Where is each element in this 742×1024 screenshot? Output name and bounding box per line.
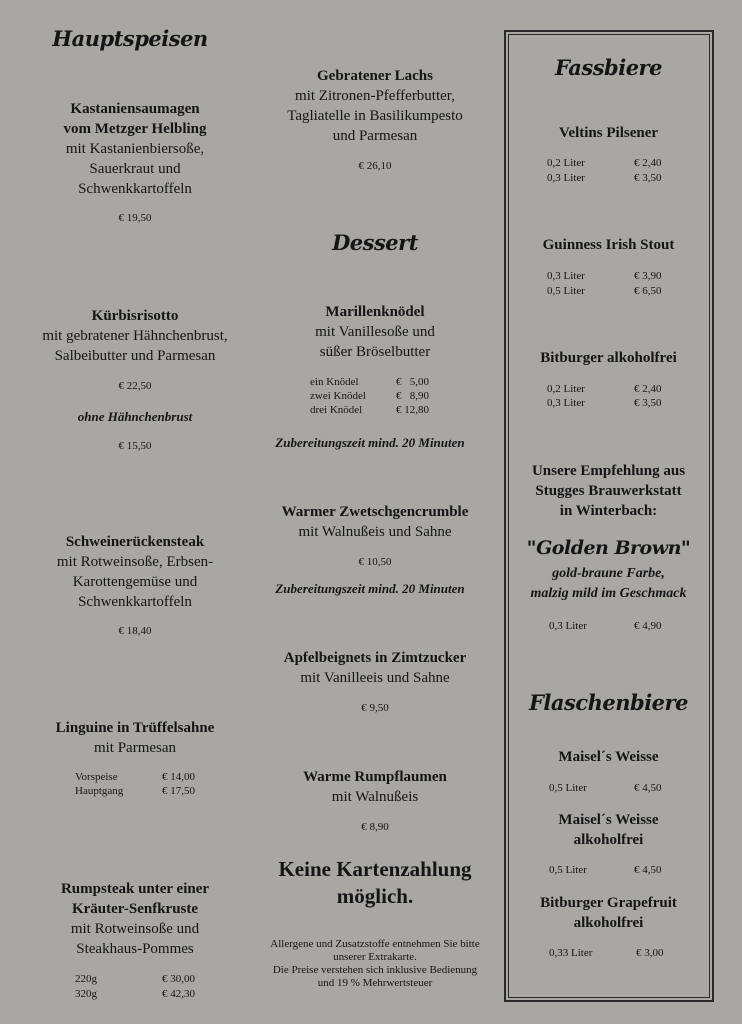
beer-name: Bitburger alkoholfrei [540, 350, 677, 366]
option-label: 320g [75, 988, 97, 1000]
option-label: 0,5 Liter [549, 782, 587, 794]
option-label: 0,3 Liter [547, 172, 585, 184]
option-label: 0,5 Liter [547, 285, 585, 297]
beer-name: Maisel´s Weisse [558, 749, 659, 765]
dish-description: mit Rotweinsoße und [70, 921, 200, 937]
dish-price: € 18,40 [118, 625, 152, 637]
dish-name: Kürbisrisotto [91, 308, 179, 324]
option-price: € 12,80 [396, 404, 429, 416]
heading-flaschenbiere: Flaschenbiere [529, 690, 688, 715]
dish-name: Gebratener Lachs [317, 68, 433, 84]
dish-description: Sauerkraut und [89, 161, 181, 177]
special-beer-description: malzig mild im Geschmack [530, 586, 687, 601]
option-label: 0,5 Liter [549, 864, 587, 876]
dish-name: vom Metzger Helbling [63, 121, 207, 137]
footer-note: Allergene und Zusatzstoffe entnehmen Sie bitte [270, 938, 480, 950]
dish-price: € 26,10 [358, 160, 392, 172]
dish-price: € 15,50 [118, 440, 152, 452]
option-price: € 3,00 [636, 947, 664, 959]
dish-description: Schwenkkartoffeln [78, 181, 192, 197]
dish-name: Apfelbeignets in Zimtzucker [283, 650, 467, 666]
dish-description: mit Vanillesoße und [315, 324, 435, 340]
option-price: € 3,50 [634, 397, 662, 409]
option-label: drei Knödel [310, 404, 363, 416]
option-label: ein Knödel [310, 376, 359, 388]
dish-price: € 22,50 [118, 380, 152, 392]
no-card-payment-notice: Keine Kartenzahlung [278, 857, 472, 881]
option-label: 0,3 Liter [547, 270, 585, 282]
heading-fassbiere: Fassbiere [555, 55, 662, 80]
dish-description: mit Vanilleeis und Sahne [300, 670, 450, 686]
special-beer-name: "Golden Brown" [526, 537, 691, 559]
dish-price: € 8,90 [361, 821, 389, 833]
option-price: € 42,30 [162, 988, 195, 1000]
dish-name: Rumpsteak unter einer [60, 881, 210, 897]
special-beer-description: gold-braune Farbe, [552, 566, 665, 581]
option-label: 0,2 Liter [547, 383, 585, 395]
dish-description: mit Walnußeis [331, 789, 419, 805]
heading-hauptspeisen: Hauptspeisen [52, 26, 208, 51]
dish-description: mit Parmesan [93, 740, 177, 756]
beer-name: alkoholfrei [573, 832, 644, 848]
dish-name: Schweinerückensteak [65, 534, 205, 550]
dish-description: mit Zitronen-Pfefferbutter, [295, 88, 455, 104]
option-price: € 3,50 [634, 172, 662, 184]
no-card-payment-notice: möglich. [336, 884, 414, 908]
option-price: € 30,00 [162, 973, 195, 985]
option-label: Vorspeise [75, 771, 118, 783]
beer-name: Veltins Pilsener [558, 125, 659, 141]
dish-description: Salbeibutter und Parmesan [54, 348, 216, 364]
beer-name: alkoholfrei [573, 915, 644, 931]
dish-description: mit gebratener Hähnchenbrust, [42, 328, 228, 344]
dish-name: Marillenknödel [325, 304, 425, 320]
beer-name: Bitburger Grapefruit [540, 895, 677, 911]
beer-name: Guinness Irish Stout [542, 237, 675, 253]
option-label: 220g [75, 973, 97, 985]
dish-name: Kastaniensaumagen [70, 101, 200, 117]
option-price: € 5,00 [396, 376, 429, 388]
recommendation-text: Unsere Empfehlung aus [531, 463, 686, 479]
footer-note: Die Preise verstehen sich inklusive Bedienung [272, 964, 478, 976]
option-price: € 3,90 [634, 270, 662, 282]
footer-note: und 19 % Mehrwertsteuer [317, 977, 433, 989]
preparation-note: Zubereitungszeit mind. 20 Minuten [275, 581, 465, 596]
option-price: € 2,40 [634, 157, 662, 169]
preparation-note: Zubereitungszeit mind. 20 Minuten [275, 435, 465, 450]
option-price: € 14,00 [162, 771, 195, 783]
dish-description: und Parmesan [332, 128, 418, 144]
beer-name: Maisel´s Weisse [558, 812, 659, 828]
dish-description: Schwenkkartoffeln [78, 594, 192, 610]
dish-description: mit Walnußeis und Sahne [298, 524, 452, 540]
option-label: 0,3 Liter [547, 397, 585, 409]
dish-description: Karottengemüse und [72, 574, 198, 590]
option-label: 0,3 Liter [549, 620, 587, 632]
option-price: € 8,90 [396, 390, 429, 402]
dish-description: mit Kastanienbiersoße, [65, 141, 205, 157]
option-label: 0,2 Liter [547, 157, 585, 169]
dish-name: Warmer Zwetschgencrumble [281, 504, 469, 520]
dish-description: mit Rotweinsoße, Erbsen- [56, 554, 214, 570]
dish-price: € 9,50 [361, 702, 389, 714]
option-price: € 4,90 [634, 620, 662, 632]
recommendation-text: in Winterbach: [559, 503, 658, 519]
option-price: € 4,50 [634, 782, 662, 794]
dish-name: Warme Rumpflaumen [303, 769, 447, 785]
dish-description: Tagliatelle in Basilikumpesto [287, 108, 463, 124]
dish-price: € 19,50 [118, 212, 152, 224]
option-label: zwei Knödel [310, 390, 366, 402]
footer-note: unserer Extrakarte. [333, 951, 417, 963]
dish-name: Linguine in Trüffelsahne [55, 720, 215, 736]
dish-name: Kräuter-Senfkruste [71, 901, 199, 917]
option-label: Hauptgang [75, 785, 124, 797]
dish-price: € 10,50 [358, 556, 392, 568]
dish-variant: ohne Hähnchenbrust [77, 409, 193, 424]
dish-description: Steakhaus-Pommes [76, 941, 194, 957]
recommendation-text: Stugges Brauwerkstatt [535, 483, 682, 499]
dish-description: süßer Bröselbutter [319, 344, 431, 360]
heading-dessert: Dessert [332, 230, 418, 255]
option-price: € 4,50 [634, 864, 662, 876]
option-label: 0,33 Liter [549, 947, 593, 959]
option-price: € 17,50 [162, 785, 195, 797]
option-price: € 6,50 [634, 285, 662, 297]
option-price: € 2,40 [634, 383, 662, 395]
